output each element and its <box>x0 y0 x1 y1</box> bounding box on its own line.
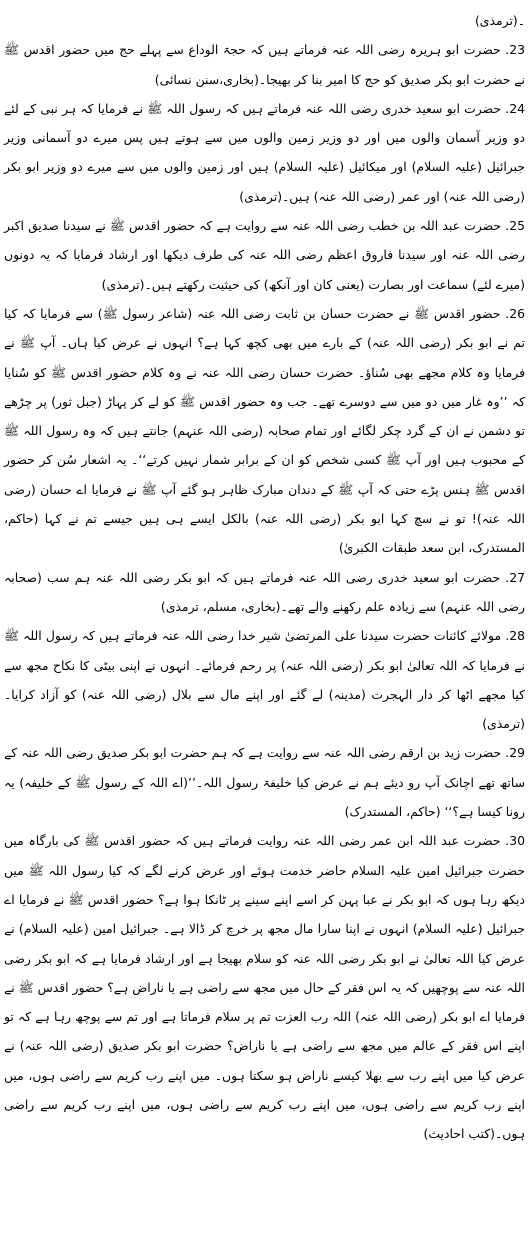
hadith-number: 29. <box>505 745 525 761</box>
paragraph-text: مولائے کائنات حضرت سیدنا علی المرتضیٰ شیر خدا رضی اللہ عنہ فرماتے ہیں کہ رسول اللہ ﷺ نے فرمایا کہ اللہ تعالیٰ ابو بکر (رضی اللہ عنہ) پر رحم فرمائے۔ انہوں نے اپنی بیٹی کا نکاح مجھ سے کیا مجھے اٹھا کر دار الہجرت (مدینہ) لے گئے اور اپنے مال سے بلال (رضی اللہ عنہ) کو آزاد کرایا۔(ترمذی) <box>4 628 525 732</box>
hadith-number: 25. <box>505 218 525 234</box>
hadith-30 <box>4 826 525 1148</box>
hadith-24 <box>4 94 525 211</box>
hadith-27 <box>4 563 525 622</box>
hadith-number: 28. <box>505 628 525 644</box>
hadith-number: 27. <box>505 569 525 585</box>
hadith-number: 24. <box>505 100 525 116</box>
hadith-29 <box>4 738 525 826</box>
hadith-number: 30. <box>505 833 525 849</box>
hadith-number: 23. <box>505 42 525 58</box>
paragraph-text: حضرت عبد اللہ بن خطب رضی اللہ عنہ سے روایت ہے کہ حضور اقدس ﷺ نے سیدنا صدیق اکبر رضی اللہ عنہ اور سیدنا فاروق اعظم رضی اللہ عنہ کی طرف دیکھا اور ارشاد فرمایا کہ یہ دونوں (میرے لئے) سماعت اور بصارت (یعنی کان اور آنکھ) کی حیثیت رکھتے ہیں۔(ترمذی) <box>4 218 525 292</box>
paragraph-text: حضرت ابو سعید خدری رضی اللہ عنہ فرماتے ہیں کہ رسول اللہ ﷺ نے فرمایا کہ ہر نبی کے لئے دو وزیر آسمان والوں میں اور دو وزیر زمین والوں میں سے ہوتے ہیں پس میرے دو آسمانی وزیر جبرائیل (علیہ السلام) اور میکائیل (علیہ السلام) ہیں اور زمین والوں میں سے میرے دو وزیر ابو بکر (رضی اللہ عنہ) اور عمر (رضی اللہ عنہ) ہیں۔(ترمذی) <box>4 100 525 204</box>
paragraph-text: حضور اقدس ﷺ نے حضرت حسان بن ثابت رضی اللہ عنہ (شاعر رسول ﷺ) سے فرمایا کہ کیا تم نے ابو بکر (رضی اللہ عنہ) کے بارے میں بھی کچھ کہا ہے؟ انہوں نے عرض کیا ہاں۔ آپ ﷺ نے فرمایا وہ کلام مجھے بھی سُناؤ۔ حضرت حسان رضی اللہ عنہ نے وہ کلام حضور اقدس ﷺ کو سُنایا کہ ’’وہ غار میں دو میں سے دوسرے تھے۔ جب وہ حضور اقدس ﷺ کو لے کر پہاڑ (جبل ثور) پر چڑھے تو دشمن نے ان کے گرد چکر لگائے اور تمام صحابہ (رضی اللہ عنہم) جانتے ہیں کہ وہ رسول اللہ ﷺ کے محبوب ہیں اور آپ ﷺ کسی شخص کو ان کے برابر شمار نہیں کرتے‘‘۔ یہ اشعار سُن کر حضور اقدس ﷺ ہنس پڑے حتی کہ آپ ﷺ کے دندان مبارک ظاہر ہو گئے آپ ﷺ نے فرمایا اے حسان (رضی اللہ عنہ)! تو نے سچ کہا ابو بکر (رضی اللہ عنہ) بالکل ایسے ہی ہیں جیسے تم نے کہا (حاکم، المستدرک، ابن سعد طبقات الکبریٰ) <box>4 305 525 556</box>
paragraph-text: حضرت عبد اللہ ابن عمر رضی اللہ عنہ روایت فرماتے ہیں کہ حضور اقدس ﷺ کی بارگاہ میں حضرت جبرائیل امین علیہ السلام حاضر خدمت ہوئے اور عرض کرنے لگے کہ کیا رسول اللہ ﷺ میں دیکھ رہا ہوں کہ ابو بکر نے عبا پہن کر اسے اپنے سینے پر ٹانکا ہوا ہے؟ حضور اقدس ﷺ نے فرمایا اے جبرائیل (علیہ السلام) انہوں نے اپنا سارا مال مجھ پر خرچ کر ڈالا ہے۔ جبرائیل امین (علیہ السلام) نے عرض کیا اللہ تعالیٰ نے ابو بکر رضی اللہ عنہ کو سلام بھیجا ہے اور ارشاد فرمایا ہے کہ ابو بکر رضی اللہ عنہ سے پوچھیں کہ یہ اس فقر کے حال میں مجھ سے راضی ہے یا ناراض ہے؟ حضور اقدس ﷺ نے فرمایا اے ابو بکر (رضی اللہ عنہ) اللہ رب العزت تم پر سلام فرماتا ہے اور تم سے پوچھ رہا ہے کہ تو اپنے اس فقر کے عالم میں مجھ سے راضی ہے یا ناراض؟ حضرت ابو بکر صدیق (رضی اللہ عنہ) نے عرض کیا میں اپنے رب سے بھلا کیسے ناراض ہو سکتا ہوں۔ میں اپنے رب کریم سے راضی ہوں، میں اپنے رب کریم سے راضی ہوں، میں اپنے رب کریم سے راضی ہوں، میں اپنے رب کریم سے راضی ہوں۔(کتب احادیث) <box>4 833 525 1142</box>
paragraph-text: ۔(ترمذی) <box>474 13 525 28</box>
paragraph-text: حضرت ابو ہریرہ رضی اللہ عنہ فرماتے ہیں کہ حجۃ الوداع سے پہلے حج میں حضور اقدس ﷺ نے حضرت ابو بکر صدیق کو حج کا امیر بنا کر بھیجا۔(بخاری،سنن نسائی) <box>4 42 525 87</box>
hadith-26 <box>4 299 525 563</box>
hadith-28 <box>4 621 525 738</box>
hadith-number: 26. <box>505 305 525 321</box>
hadith-22-tail <box>4 6 525 35</box>
paragraph-text: حضرت ابو سعید خدری رضی اللہ عنہ فرماتے ہیں کہ ابو بکر رضی اللہ عنہ ہم سب (صحابہ رضی اللہ عنہم) سے زیادہ علم رکھنے والے تھے۔(بخاری، مسلم، ترمذی) <box>4 569 525 614</box>
hadith-25 <box>4 211 525 299</box>
paragraph-text: حضرت زید بن ارقم رضی اللہ عنہ سے روایت ہے کہ ہم حضرت ابو بکر صدیق رضی اللہ عنہ کے ساتھ تھے اچانک آپ رو دیئے ہم نے عرض کیا خلیفۃ رسول اللہ۔’’(اے اللہ کے رسول ﷺ کے خلیفہ) یہ رونا کیسا ہے؟‘‘ (حاکم، المستدرک) <box>4 745 525 820</box>
hadith-23 <box>4 35 525 94</box>
